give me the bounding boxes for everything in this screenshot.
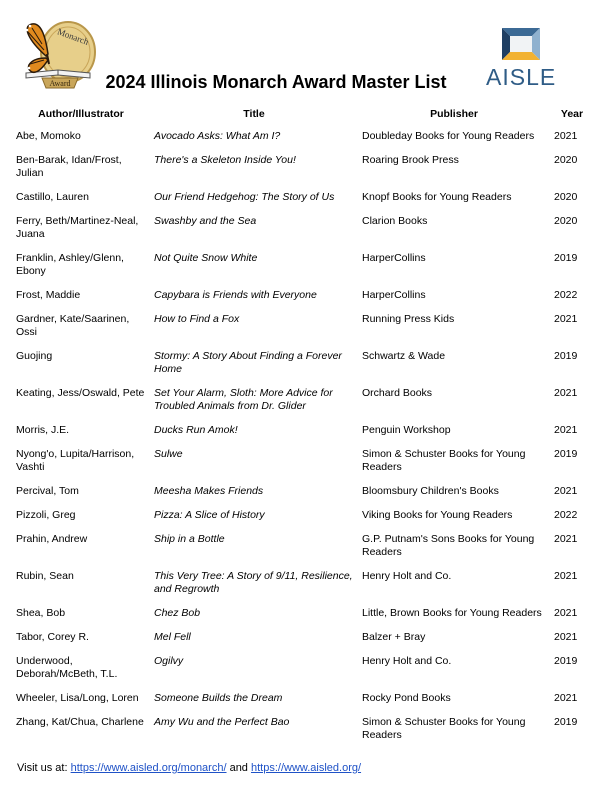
year-cell: 2020 (554, 215, 578, 227)
title-cell: Chez Bob (154, 607, 201, 619)
aisle-link[interactable]: https://www.aisled.org/ (250, 762, 362, 774)
title-cell: Sulwe (154, 448, 183, 460)
title-cell: There's a Skeleton Inside You! (154, 154, 296, 166)
footer-prefix: Visit us at: (17, 762, 71, 774)
column-header-author: Author/Illustrator (38, 108, 124, 120)
table-row (12, 716, 594, 753)
year-cell: 2021 (554, 533, 578, 545)
title-cell: Avocado Asks: What Am I? (154, 130, 281, 142)
monarch-link[interactable]: https://www.aisled.org/monarch/ (70, 762, 227, 774)
column-header-title: Title (243, 108, 265, 120)
title-cell: Set Your Alarm, Sloth: More Advice for Troubled Animals from Dr. Glider (154, 387, 333, 412)
author-cell: Ben-Barak, Idan/Frost, Julian (16, 154, 122, 179)
year-cell: 2022 (554, 509, 578, 521)
publisher-cell: G.P. Putnam's Sons Books for Young Readers (362, 533, 535, 558)
table-row (12, 215, 594, 252)
table-row (12, 191, 594, 215)
year-cell: 2021 (554, 130, 578, 142)
year-cell: 2019 (554, 716, 578, 728)
author-cell: Keating, Jess/Oswald, Pete (16, 387, 145, 399)
column-header-year: Year (560, 108, 584, 120)
author-cell: Underwood, Deborah/McBeth, T.L. (16, 655, 118, 680)
author-cell: Wheeler, Lisa/Long, Loren (16, 692, 139, 704)
publisher-cell: Rocky Pond Books (362, 692, 451, 704)
publisher-cell: Orchard Books (362, 387, 433, 399)
title-cell: Mel Fell (154, 631, 191, 643)
year-cell: 2020 (554, 154, 578, 166)
author-cell: Pizzoli, Greg (16, 509, 76, 521)
publisher-cell: Simon & Schuster Books for Young Readers (362, 716, 526, 741)
author-cell: Franklin, Ashley/Glenn, Ebony (16, 252, 124, 277)
svg-text:Award: Award (49, 79, 71, 88)
publisher-cell: Balzer + Bray (362, 631, 426, 643)
author-cell: Percival, Tom (16, 485, 79, 497)
footer (17, 762, 361, 775)
publisher-cell: Henry Holt and Co. (362, 570, 452, 582)
publisher-cell: Roaring Brook Press (362, 154, 459, 166)
title-cell: Ducks Run Amok! (154, 424, 238, 436)
page-title: 2024 Illinois Monarch Award Master List (105, 72, 447, 92)
author-cell: Shea, Bob (16, 607, 66, 619)
author-cell: Zhang, Kat/Chua, Charlene (16, 716, 144, 728)
year-cell: 2019 (554, 252, 578, 264)
table-row (12, 252, 594, 289)
year-cell: 2019 (554, 448, 578, 460)
year-cell: 2021 (554, 387, 578, 399)
publisher-cell: Little, Brown Books for Young Readers (362, 607, 542, 619)
year-cell: 2021 (554, 313, 578, 325)
year-cell: 2021 (554, 570, 578, 582)
title-cell: Ogilvy (154, 655, 184, 667)
publisher-cell: Simon & Schuster Books for Young Readers (362, 448, 526, 473)
author-cell: Tabor, Corey R. (16, 631, 89, 643)
author-cell: Abe, Momoko (16, 130, 81, 142)
butterfly-icon (18, 18, 100, 90)
footer-middle: and (226, 762, 251, 774)
publisher-cell: Viking Books for Young Readers (362, 509, 513, 521)
title-cell: Capybara is Friends with Everyone (154, 289, 317, 301)
publisher-cell: Running Press Kids (362, 313, 455, 325)
title-cell: Ship in a Bottle (154, 533, 225, 545)
publisher-cell: HarperCollins (362, 289, 426, 301)
author-cell: Ferry, Beth/Martinez-Neal, Juana (16, 215, 139, 240)
author-cell: Castillo, Lauren (16, 191, 89, 203)
publisher-cell: Penguin Workshop (362, 424, 451, 436)
table-row (12, 448, 594, 485)
table-row (12, 313, 594, 350)
table-row (12, 570, 594, 607)
title-cell: How to Find a Fox (154, 313, 240, 325)
table-row (12, 692, 594, 716)
author-cell: Rubin, Sean (16, 570, 74, 582)
title-cell: Someone Builds the Dream (154, 692, 283, 704)
aisle-logo-icon (498, 22, 544, 64)
year-cell: 2020 (554, 191, 578, 203)
table-row (12, 289, 594, 313)
publisher-cell: Schwartz & Wade (362, 350, 446, 362)
table-row (12, 485, 594, 509)
master-list-table (12, 104, 594, 753)
year-cell: 2021 (554, 607, 578, 619)
title-cell: Stormy: A Story About Finding a Forever Home (154, 350, 342, 375)
title-cell: Swashby and the Sea (154, 215, 257, 227)
year-cell: 2019 (554, 350, 578, 362)
table-row (12, 509, 594, 533)
year-cell: 2021 (554, 692, 578, 704)
table-row (12, 387, 594, 424)
publisher-cell: Doubleday Books for Young Readers (362, 130, 535, 142)
table-row (12, 154, 594, 191)
publisher-cell: Knopf Books for Young Readers (362, 191, 512, 203)
author-cell: Gardner, Kate/Saarinen, Ossi (16, 313, 130, 338)
author-cell: Prahin, Andrew (16, 533, 88, 545)
author-cell: Morris, J.E. (16, 424, 70, 436)
table-row (12, 350, 594, 387)
publisher-cell: Bloomsbury Children's Books (362, 485, 499, 497)
aisle-wordmark: AISLE (486, 64, 557, 90)
table-header-row (12, 104, 594, 130)
table-row (12, 631, 594, 655)
table-row (12, 130, 594, 154)
year-cell: 2021 (554, 424, 578, 436)
year-cell: 2021 (554, 631, 578, 643)
table-row (12, 533, 594, 570)
svg-text:Monarch: Monarch (56, 26, 90, 47)
column-header-publisher: Publisher (430, 108, 478, 120)
publisher-cell: Henry Holt and Co. (362, 655, 452, 667)
author-cell: Frost, Maddie (16, 289, 81, 301)
year-cell: 2019 (554, 655, 578, 667)
author-cell: Nyong'o, Lupita/Harrison, Vashti (16, 448, 135, 473)
table-row (12, 424, 594, 448)
title-cell: This Very Tree: A Story of 9/11, Resilience, and Regrowth (154, 570, 353, 595)
publisher-cell: HarperCollins (362, 252, 426, 264)
author-cell: Guojing (16, 350, 53, 362)
year-cell: 2022 (554, 289, 578, 301)
aisle-logo (486, 22, 556, 94)
table-row (12, 655, 594, 692)
monarch-award-logo (18, 18, 100, 90)
title-cell: Meesha Makes Friends (154, 485, 264, 497)
year-cell: 2021 (554, 485, 578, 497)
table-row (12, 607, 594, 631)
title-cell: Amy Wu and the Perfect Bao (154, 716, 290, 728)
title-cell: Our Friend Hedgehog: The Story of Us (154, 191, 335, 203)
title-cell: Pizza: A Slice of History (154, 509, 265, 521)
title-cell: Not Quite Snow White (154, 252, 258, 264)
publisher-cell: Clarion Books (362, 215, 428, 227)
